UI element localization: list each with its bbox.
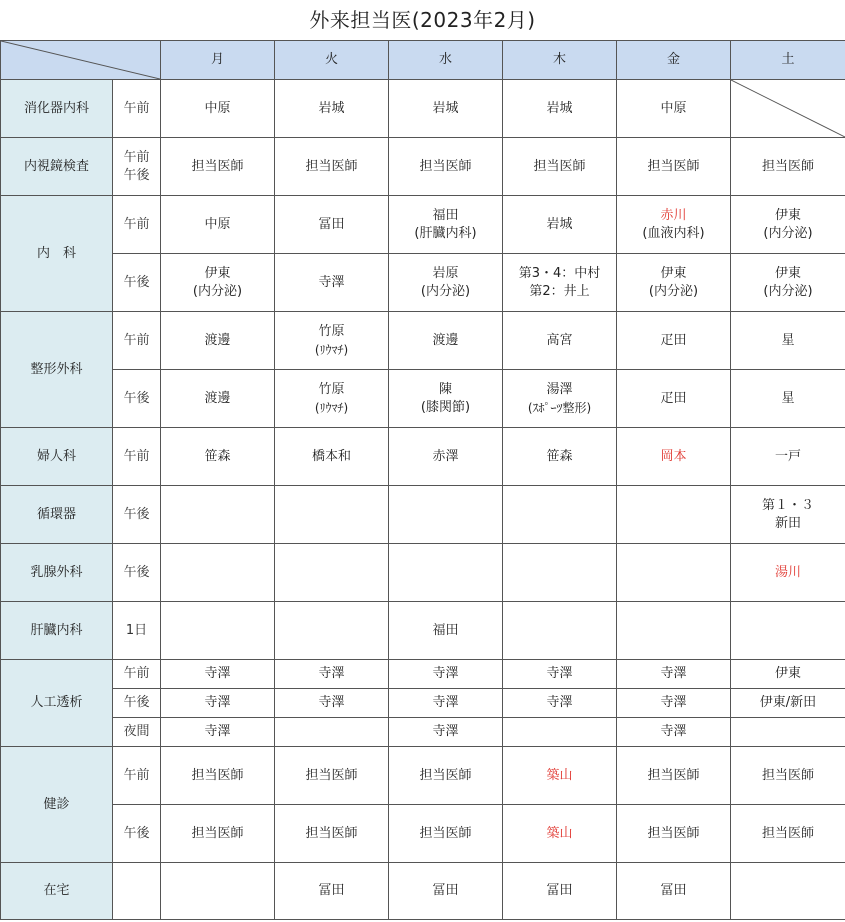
slot-label: 午後 xyxy=(113,689,161,718)
cell: 岩城 xyxy=(275,80,389,138)
cell-empty xyxy=(503,602,617,660)
slot-label: 午前 xyxy=(113,428,161,486)
table-row xyxy=(1,486,845,544)
cell: 寺澤 xyxy=(161,718,275,747)
cell-empty xyxy=(503,544,617,602)
cell-empty xyxy=(731,602,845,660)
cell: 笹森 xyxy=(161,428,275,486)
dept-internal: 内 科 xyxy=(1,196,113,312)
cell: 伊東 (内分泌) xyxy=(731,196,845,254)
cell: 岩城 xyxy=(503,80,617,138)
cell: 担当医師 xyxy=(731,747,845,805)
dept-home-care: 在宅 xyxy=(1,863,113,920)
cell: 冨田 xyxy=(275,863,389,920)
cell: 担当医師 xyxy=(161,747,275,805)
cell: 湯川 xyxy=(731,544,845,602)
cell: 第１・３ 新田 xyxy=(731,486,845,544)
cell: 赤澤 xyxy=(389,428,503,486)
cell-empty xyxy=(503,486,617,544)
cell: 担当医師 xyxy=(161,138,275,196)
cell: 担当医師 xyxy=(161,805,275,863)
cell: 寺澤 xyxy=(275,660,389,689)
day-header-sat: 土 xyxy=(731,41,845,80)
cell-empty xyxy=(161,602,275,660)
cell-empty xyxy=(389,544,503,602)
cell-empty xyxy=(275,544,389,602)
slot-label: 午前 xyxy=(113,196,161,254)
table-row xyxy=(1,602,845,660)
table-row xyxy=(1,196,845,254)
cell: 寺澤 xyxy=(617,689,731,718)
cell: 寺澤 xyxy=(161,689,275,718)
cell-empty xyxy=(731,863,845,920)
table-row xyxy=(1,254,845,312)
cell: 担当医師 xyxy=(617,805,731,863)
cell-empty xyxy=(161,863,275,920)
cell: 伊東 (内分泌) xyxy=(731,254,845,312)
cell-empty xyxy=(617,602,731,660)
slot-label: 午後 xyxy=(113,254,161,312)
slot-label: 午前 午後 xyxy=(113,138,161,196)
slot-label: 1日 xyxy=(113,602,161,660)
slot-label: 午後 xyxy=(113,805,161,863)
cell: 冨田 xyxy=(275,196,389,254)
cell: 担当医師 xyxy=(275,805,389,863)
table-row xyxy=(1,863,845,920)
cell: 冨田 xyxy=(617,863,731,920)
cell: 寺澤 xyxy=(161,660,275,689)
table-row xyxy=(1,80,845,138)
cell: 築山 xyxy=(503,747,617,805)
cell: 伊東 xyxy=(731,660,845,689)
cell: 福田 (肝臓内科) xyxy=(389,196,503,254)
cell: 寺澤 xyxy=(389,660,503,689)
table-row xyxy=(1,428,845,486)
cell: 岩城 xyxy=(503,196,617,254)
cell: 担当医師 xyxy=(275,138,389,196)
cell: 渡邊 xyxy=(389,312,503,370)
cell-empty-diagonal xyxy=(731,80,845,138)
page-title: 外来担当医(2023年2月) xyxy=(309,8,536,32)
cell: 渡邊 xyxy=(161,312,275,370)
cell: 伊東 (内分泌) xyxy=(161,254,275,312)
cell: 担当医師 xyxy=(389,138,503,196)
day-header-tue: 火 xyxy=(275,41,389,80)
cell-empty xyxy=(161,544,275,602)
dept-endoscopy: 内視鏡検査 xyxy=(1,138,113,196)
slot-label: 午後 xyxy=(113,544,161,602)
cell: 担当医師 xyxy=(275,747,389,805)
cell-empty xyxy=(617,544,731,602)
cell: 中原 xyxy=(617,80,731,138)
day-header-fri: 金 xyxy=(617,41,731,80)
cell: 第3・4：中村 第2：井上 xyxy=(503,254,617,312)
cell: 岩原 (内分泌) xyxy=(389,254,503,312)
cell: 一戸 xyxy=(731,428,845,486)
header-corner xyxy=(1,41,161,80)
cell: 寺澤 xyxy=(275,689,389,718)
slot-label: 午後 xyxy=(113,486,161,544)
slot-label: 午前 xyxy=(113,660,161,689)
cell: 疋田 xyxy=(617,370,731,428)
slot-label: 午前 xyxy=(113,80,161,138)
cell: 星 xyxy=(731,370,845,428)
cell: 伊東/新田 xyxy=(731,689,845,718)
dept-orthopedics: 整形外科 xyxy=(1,312,113,428)
cell: 寺澤 xyxy=(503,689,617,718)
cell-empty xyxy=(389,486,503,544)
cell: 担当医師 xyxy=(389,747,503,805)
cell: 寺澤 xyxy=(389,718,503,747)
dept-dialysis: 人工透析 xyxy=(1,660,113,747)
cell: 寺澤 xyxy=(617,718,731,747)
slot-label: 夜間 xyxy=(113,718,161,747)
cell: 寺澤 xyxy=(617,660,731,689)
table-row xyxy=(1,747,845,805)
cell: 福田 xyxy=(389,602,503,660)
cell: 笹森 xyxy=(503,428,617,486)
cell: 岩城 xyxy=(389,80,503,138)
cell: 寺澤 xyxy=(503,660,617,689)
cell: 竹原 (ﾘｳﾏﾁ) xyxy=(275,370,389,428)
cell-empty xyxy=(275,718,389,747)
cell-empty xyxy=(503,718,617,747)
cell: 疋田 xyxy=(617,312,731,370)
cell: 湯澤 (ｽﾎﾟｰﾂ整形) xyxy=(503,370,617,428)
day-header-thu: 木 xyxy=(503,41,617,80)
dept-breast-surgery: 乳腺外科 xyxy=(1,544,113,602)
cell: 赤川 (血液内科) xyxy=(617,196,731,254)
cell: 寺澤 xyxy=(275,254,389,312)
dept-gastro: 消化器内科 xyxy=(1,80,113,138)
slot-label: 午前 xyxy=(113,747,161,805)
cell: 中原 xyxy=(161,196,275,254)
cell: 担当医師 xyxy=(731,138,845,196)
slot-label-empty xyxy=(113,863,161,920)
dept-cardiology: 循環器 xyxy=(1,486,113,544)
day-header-mon: 月 xyxy=(161,41,275,80)
slot-label: 午前 xyxy=(113,312,161,370)
cell: 渡邊 xyxy=(161,370,275,428)
cell: 高宮 xyxy=(503,312,617,370)
table-row xyxy=(1,660,845,689)
table-row xyxy=(1,138,845,196)
dept-hepatology: 肝臓内科 xyxy=(1,602,113,660)
cell-empty xyxy=(275,602,389,660)
cell: 冨田 xyxy=(389,863,503,920)
cell-empty xyxy=(161,486,275,544)
dept-health-checkup: 健診 xyxy=(1,747,113,863)
dept-gynecology: 婦人科 xyxy=(1,428,113,486)
table-row xyxy=(1,718,845,747)
cell-empty xyxy=(617,486,731,544)
cell-empty xyxy=(275,486,389,544)
cell: 担当医師 xyxy=(617,138,731,196)
schedule-table xyxy=(0,40,845,920)
cell: 冨田 xyxy=(503,863,617,920)
cell: 伊東 (内分泌) xyxy=(617,254,731,312)
cell: 竹原 (ﾘｳﾏﾁ) xyxy=(275,312,389,370)
cell: 中原 xyxy=(161,80,275,138)
table-row xyxy=(1,544,845,602)
cell: 橋本和 xyxy=(275,428,389,486)
table-row xyxy=(1,370,845,428)
day-header-wed: 水 xyxy=(389,41,503,80)
slot-label: 午後 xyxy=(113,370,161,428)
cell: 岡本 xyxy=(617,428,731,486)
cell: 陳 (膝関節) xyxy=(389,370,503,428)
cell: 担当医師 xyxy=(503,138,617,196)
cell: 担当医師 xyxy=(389,805,503,863)
table-row xyxy=(1,312,845,370)
cell: 築山 xyxy=(503,805,617,863)
table-row xyxy=(1,689,845,718)
cell: 担当医師 xyxy=(731,805,845,863)
cell: 星 xyxy=(731,312,845,370)
table-row xyxy=(1,805,845,863)
cell-empty xyxy=(731,718,845,747)
cell: 担当医師 xyxy=(617,747,731,805)
cell: 寺澤 xyxy=(389,689,503,718)
